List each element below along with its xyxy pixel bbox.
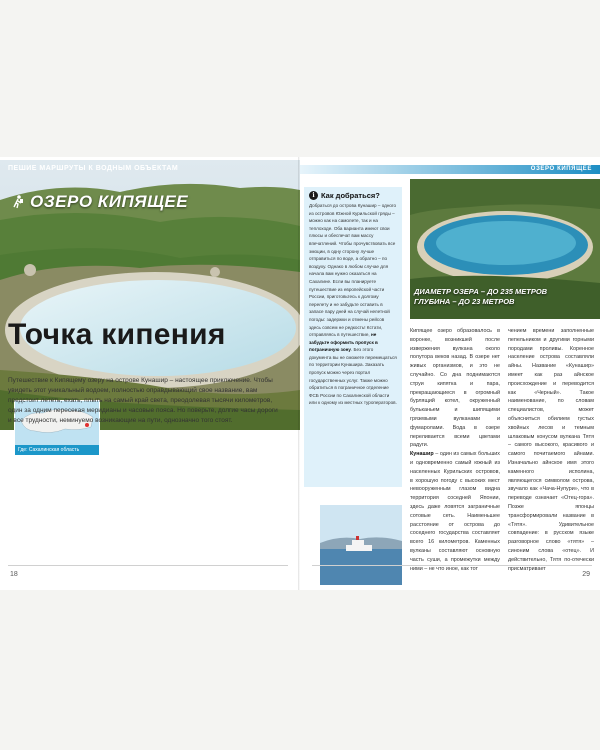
text-column-2: чением времени заполненные пепельником и другими горными породами проливы. Коренное население острова составляли айны. Название «Кунашир» имеет как раз айнское происхождение и переводится как «Черный». Такое наименование, по словам специалистов, может объясниться обилием густых хвойных лесов и темным шлаковым конусом вулкана Тятя – самого высокого, красивого и самого почитаемого айнами. Изначально айнское имя этого каменного исполина, являющегося символом острова, звучало как «Чача-Нупури», что в переводе означает «Отец-гора». Позже японцы трансформировали название в «Тятя». Удивительное совпадение: в русском языке разговорное слово «тятя» – синоним слова «отец». И действительно, Тятя по-отечески присматривает	[508, 328, 594, 572]
lake-depth: ГЛУБИНА – ДО 23 МЕТРОВ	[414, 297, 515, 306]
sidebar-body	[309, 202, 397, 407]
page-number-left: 18	[10, 571, 18, 578]
col1-para-2: – один из самых больших и одновременно самый южный из населенных Курильских островов, в хорошую погоду с высоких мест невооруженным глазом видна территория соседней Японии, здесь даже ловятся заграничные сотовые сеть. Наименьшее расстояние от острова до соседнего государства составляет всего 16 километров. Каменных вулканы составляют основную часть суши, а промежутки между ними – не что иное, как тот	[410, 451, 500, 572]
sidebar-text-bold: не забудьте оформить пропуск в пограничную зону	[309, 332, 378, 353]
lake-aerial-photo	[410, 179, 600, 319]
left-page	[0, 157, 300, 590]
lake-diameter: ДИАМЕТР ОЗЕРА – ДО 235 МЕТРОВ	[414, 287, 548, 296]
sidebar-text-1: Добраться до острова Кунашир – одного из островов Южной Курильской гряды – можно как на самолете, так и на теплоходе. Оба варианта имеют свои плюсы и обеспечат вам массу впечатлений. Чтобы прочувствовать все эмоции, в одну сторону лучше отправиться по воде, а обратно – по воздуху. Однако в любом случае для начала вам нужно оказаться на Сахалине. Если вы планируете путешествие из европейской части России, приготовьтесь к долгому перелету и не забудьте оставить в запасе пару дней на случай нелетной погоды: задержки и отмены рейсов здесь совсем не редкость! Кстати, отправляясь в путешествие,	[309, 203, 397, 338]
right-page	[300, 157, 600, 590]
lake-dimensions-caption	[414, 287, 547, 307]
col1-bold: Кунашир	[410, 451, 434, 458]
footer-rule-right	[312, 565, 592, 566]
title-band	[10, 192, 188, 212]
ship-photo	[320, 505, 402, 585]
info-icon: i	[309, 191, 318, 200]
headline: Точка кипения	[8, 318, 226, 351]
sidebar-text-2: . Без этого документа вы не сможете перемещаться по территории Кунашира. Заказать пропуск можно через портал государственных услуг. Также можно обратиться в пограничное отделение ФСБ России по Сахалинской области или к одному из местных туроператоров.	[309, 347, 397, 406]
sidebar-title	[309, 191, 397, 200]
running-head: ПЕШИЕ МАРШРУТЫ К ВОДНЫМ ОБЪЕКТАМ	[8, 165, 179, 172]
text-column-1	[410, 327, 500, 573]
right-running-head-text: ОЗЕРО КИПЯЩЕЕ	[530, 166, 592, 172]
right-running-head	[300, 165, 600, 174]
how-to-get-there-sidebar	[304, 187, 402, 487]
lead-paragraph: Путешествие к Кипящему озеру на острове Кунашир – настоящее приключение. Чтобы увидеть этот уникальный водоем, полностью оправдывающий свое название, вам предстоит лететь, ехать, плыть на самый край света, преодолевая тысячи километров, один за одним пересекая меридианы и часовые пояса. Но поверьте, долгие часы дороги и все трудности, неминуемо возникающие на пути, однозначно того стоят.	[8, 377, 278, 424]
sidebar-title-text: Как добраться?	[321, 191, 380, 200]
col1-para-1: Кипящее озеро образовалось в воронке, возникшей после извержения вулкана около полутора веков назад. В озере нет живых организмов, и это не случайно. Со дна поднимаются струи кипятка и пара, прекращающиеся в огромный бурлящий котел, окруженный бульканьем и шипящими грязевыми вулканами и фумаролами. Вода в озере переливается всеми цветами радуги.	[410, 328, 500, 449]
map-caption: Где: Сахалинская область	[15, 445, 99, 455]
article-title: ОЗЕРО КИПЯЩЕЕ	[30, 192, 189, 211]
page-number-right: 29	[582, 571, 590, 578]
hiker-icon	[10, 195, 26, 209]
footer-rule	[8, 565, 288, 566]
